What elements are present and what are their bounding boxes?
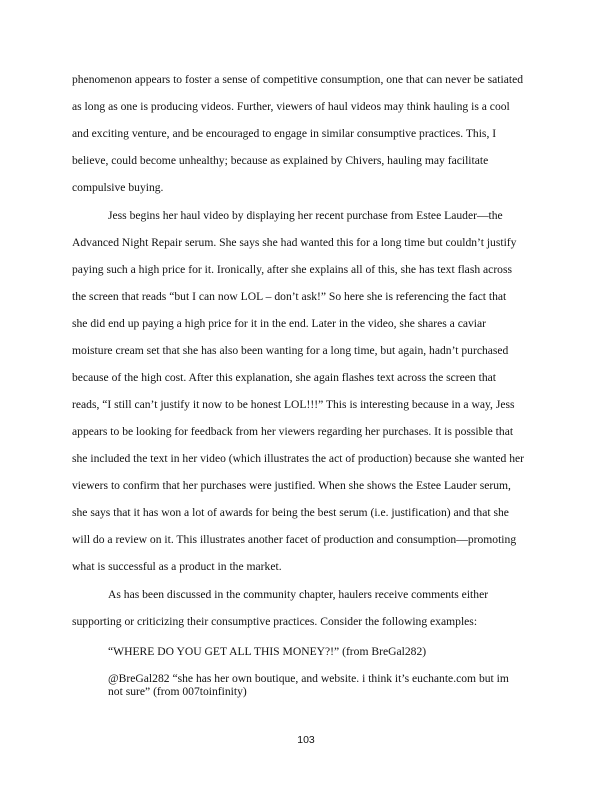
text-line: Advanced Night Repair serum. She says she had wanted this for a long time but couldn’t justify [72, 236, 517, 249]
text-line: Jess begins her haul video by displaying her recent purchase from Estee Lauder—the [108, 209, 503, 222]
text-line: what is successful as a product in the market. [72, 560, 282, 573]
text-line: will do a review on it. This illustrates another facet of production and consumption—promoting [72, 533, 517, 546]
text-line: compulsive buying. [72, 181, 164, 194]
page-number: 103 [297, 734, 315, 746]
text-line: phenomenon appears to foster a sense of competitive consumption, one that can never be satiated [72, 73, 524, 86]
text-line: as long as one is producing videos. Further, viewers of haul videos may think hauling is a cool [72, 100, 510, 113]
text-line: As has been discussed in the community chapter, haulers receive comments either [108, 588, 489, 601]
block-quote [108, 672, 512, 698]
text-line: moisture cream set that she has also been wanting for a long time, but again, hadn’t purchased [72, 344, 509, 357]
block-quote [108, 645, 512, 658]
text-line: reads, “I still can’t justify it now to be honest LOL!!!” This is interesting because in a way, Jess [72, 398, 515, 411]
text-line: appears to be looking for feedback from her viewers regarding her purchases. It is possible that [72, 425, 514, 438]
quote-line: @BreGal282 “she has her own boutique, and website. i think it’s euchante.com but im [108, 672, 509, 685]
text-line: she says that it has won a lot of awards for being the best serum (i.e. justification) and that she [72, 506, 509, 519]
text-line: supporting or criticizing their consumptive practices. Consider the following examples: [72, 615, 478, 628]
text-line: paying such a high price for it. Ironically, after she explains all of this, she has text flash across [72, 263, 513, 276]
quote-line: not sure” (from 007toinfinity) [108, 685, 247, 698]
text-line: because of the high cost. After this explanation, she again flashes text across the screen that [72, 371, 496, 384]
text-line: she did end up paying a high price for it in the end. Later in the video, she shares a caviar [72, 317, 487, 330]
text-line: believe, could become unhealthy; because as explained by Chivers, hauling may facilitate [72, 154, 489, 167]
quote-line: “WHERE DO YOU GET ALL THIS MONEY?!” (from BreGal282) [108, 645, 427, 658]
text-line: and exciting venture, and be encouraged to engage in similar consumptive practices. This, I [72, 127, 497, 140]
text-line: the screen that reads “but I can now LOL – don’t ask!” So here she is referencing the fact that [72, 290, 507, 303]
text-line: viewers to confirm that her purchases were justified. When she shows the Estee Lauder serum, [72, 479, 511, 492]
text-line: she included the text in her video (which illustrates the act of production) because she wanted her [72, 452, 525, 465]
